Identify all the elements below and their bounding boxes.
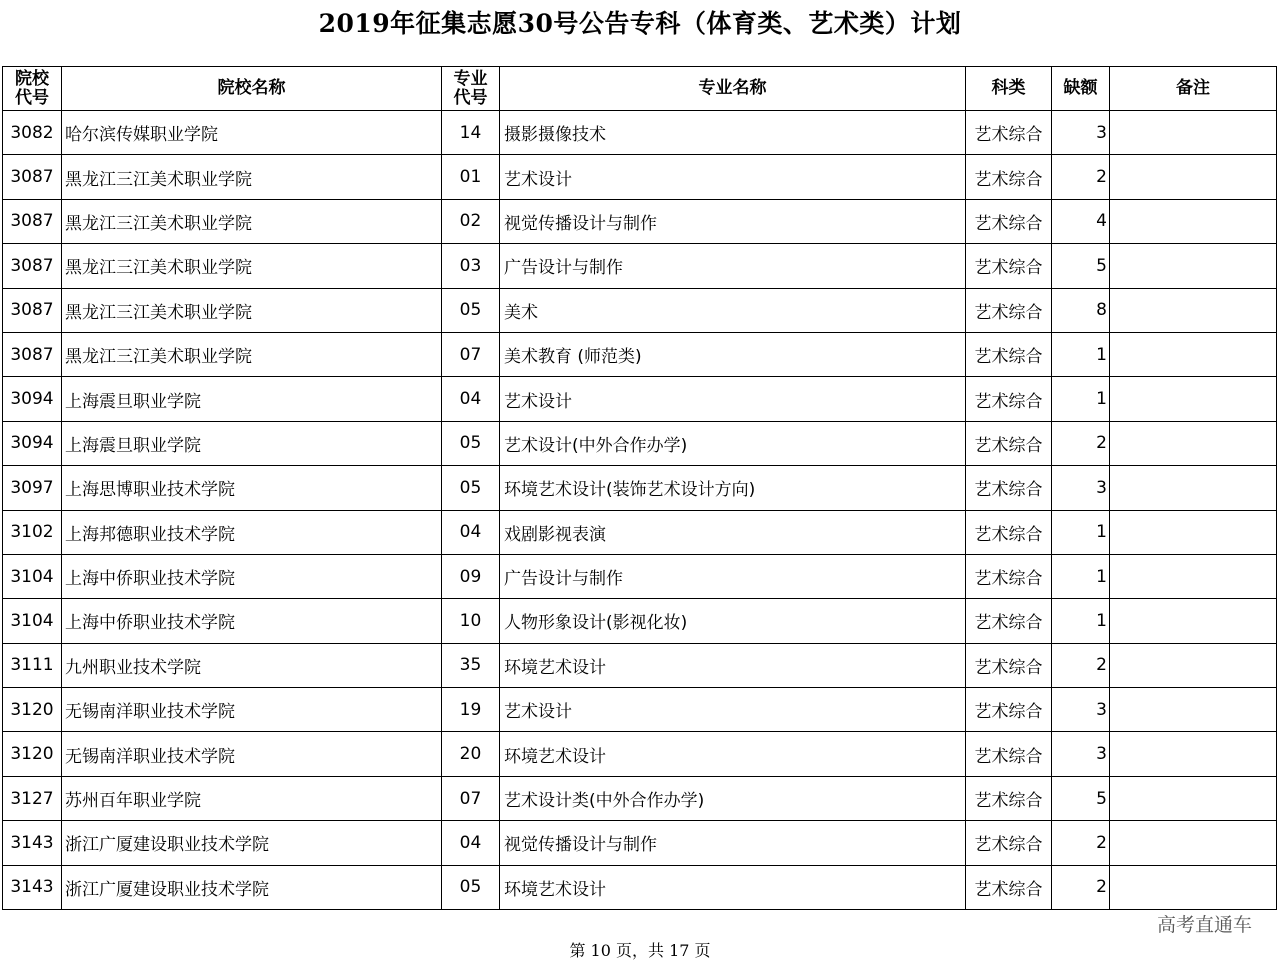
cell-school-code: 3127 [3,776,62,820]
cell-vacancy: 2 [1052,643,1110,687]
cell-school-code: 3111 [3,643,62,687]
cell-school-name: 上海中侨职业技术学院 [62,599,442,643]
table-row [3,466,1277,510]
cell-major-name: 戏剧影视表演 [500,510,966,554]
cell-category: 艺术综合 [966,332,1052,376]
cell-school-code: 3087 [3,244,62,288]
table-row [3,111,1277,155]
table-row [3,688,1277,732]
table-row [3,554,1277,598]
cell-category: 艺术综合 [966,599,1052,643]
cell-remarks [1110,199,1277,243]
cell-remarks [1110,599,1277,643]
cell-school-code: 3143 [3,865,62,909]
cell-category: 艺术综合 [966,554,1052,598]
cell-vacancy: 2 [1052,421,1110,465]
cell-major-code: 05 [442,421,500,465]
cell-major-name: 人物形象设计(影视化妆) [500,599,966,643]
cell-remarks [1110,821,1277,865]
cell-school-name: 苏州百年职业学院 [62,776,442,820]
cell-remarks [1110,466,1277,510]
header-vacancy: 缺额 [1052,67,1110,111]
page-footer: 第 10 页，共 17 页 [569,941,711,960]
cell-major-code: 03 [442,244,500,288]
cell-remarks [1110,288,1277,332]
cell-remarks [1110,643,1277,687]
cell-vacancy: 1 [1052,510,1110,554]
cell-major-code: 05 [442,865,500,909]
cell-vacancy: 3 [1052,466,1110,510]
cell-major-name: 环境艺术设计 [500,732,966,776]
cell-school-name: 黑龙江三江美术职业学院 [62,199,442,243]
cell-vacancy: 1 [1052,599,1110,643]
cell-remarks [1110,554,1277,598]
cell-remarks [1110,332,1277,376]
cell-major-code: 04 [442,377,500,421]
cell-major-code: 01 [442,155,500,199]
cell-school-name: 上海震旦职业学院 [62,421,442,465]
cell-major-name: 美术 [500,288,966,332]
cell-vacancy: 3 [1052,688,1110,732]
cell-major-code: 04 [442,821,500,865]
cell-remarks [1110,865,1277,909]
cell-remarks [1110,732,1277,776]
table-row [3,821,1277,865]
cell-school-name: 上海思博职业技术学院 [62,466,442,510]
cell-school-name: 黑龙江三江美术职业学院 [62,155,442,199]
cell-school-code: 3094 [3,377,62,421]
cell-major-name: 摄影摄像技术 [500,111,966,155]
cell-remarks [1110,421,1277,465]
cell-category: 艺术综合 [966,865,1052,909]
cell-school-name: 上海邦德职业技术学院 [62,510,442,554]
cell-vacancy: 4 [1052,199,1110,243]
table-row [3,199,1277,243]
cell-category: 艺术综合 [966,377,1052,421]
cell-vacancy: 2 [1052,865,1110,909]
cell-school-code: 3087 [3,155,62,199]
cell-category: 艺术综合 [966,421,1052,465]
cell-major-name: 艺术设计 [500,688,966,732]
cell-school-code: 3094 [3,421,62,465]
cell-school-code: 3102 [3,510,62,554]
table-row [3,732,1277,776]
cell-school-code: 3087 [3,288,62,332]
cell-category: 艺术综合 [966,466,1052,510]
cell-school-name: 黑龙江三江美术职业学院 [62,288,442,332]
cell-school-code: 3104 [3,554,62,598]
cell-school-name: 无锡南洋职业技术学院 [62,732,442,776]
cell-major-code: 10 [442,599,500,643]
cell-vacancy: 3 [1052,732,1110,776]
cell-school-code: 3143 [3,821,62,865]
table-row [3,776,1277,820]
cell-school-code: 3104 [3,599,62,643]
header-major-name: 专业名称 [500,67,966,111]
cell-vacancy: 8 [1052,288,1110,332]
cell-major-code: 20 [442,732,500,776]
table-row [3,244,1277,288]
table-row [3,421,1277,465]
cell-major-code: 35 [442,643,500,687]
cell-school-name: 哈尔滨传媒职业学院 [62,111,442,155]
cell-major-name: 艺术设计 [500,377,966,421]
cell-major-code: 02 [442,199,500,243]
cell-major-code: 14 [442,111,500,155]
cell-category: 艺术综合 [966,155,1052,199]
cell-major-name: 视觉传播设计与制作 [500,821,966,865]
table-row [3,288,1277,332]
cell-category: 艺术综合 [966,643,1052,687]
watermark-text: 高考直通车 [1156,914,1252,936]
cell-major-code: 04 [442,510,500,554]
cell-remarks [1110,111,1277,155]
table-row [3,377,1277,421]
table-row [3,332,1277,376]
table-row [3,643,1277,687]
cell-school-name: 黑龙江三江美术职业学院 [62,332,442,376]
cell-vacancy: 1 [1052,554,1110,598]
cell-vacancy: 2 [1052,155,1110,199]
cell-remarks [1110,510,1277,554]
cell-major-name: 视觉传播设计与制作 [500,199,966,243]
cell-category: 艺术综合 [966,244,1052,288]
table-header-row [3,67,1277,111]
cell-major-name: 艺术设计类(中外合作办学) [500,776,966,820]
header-major-code: 专业 代号 [442,67,500,111]
cell-major-code: 09 [442,554,500,598]
table-row [3,599,1277,643]
table-row [3,510,1277,554]
cell-vacancy: 1 [1052,377,1110,421]
cell-vacancy: 1 [1052,332,1110,376]
enrollment-plan-table [2,66,1277,910]
cell-remarks [1110,377,1277,421]
cell-category: 艺术综合 [966,199,1052,243]
cell-category: 艺术综合 [966,288,1052,332]
cell-major-name: 环境艺术设计 [500,643,966,687]
cell-major-name: 环境艺术设计(装饰艺术设计方向) [500,466,966,510]
cell-school-name: 浙江广厦建设职业技术学院 [62,865,442,909]
cell-school-name: 九州职业技术学院 [62,643,442,687]
cell-school-name: 浙江广厦建设职业技术学院 [62,821,442,865]
cell-school-name: 上海中侨职业技术学院 [62,554,442,598]
table-row [3,155,1277,199]
cell-category: 艺术综合 [966,821,1052,865]
cell-vacancy: 5 [1052,244,1110,288]
table-row [3,865,1277,909]
page-title: 2019年征集志愿30号公告专科（体育类、艺术类）计划 [318,9,962,38]
cell-remarks [1110,776,1277,820]
cell-school-code: 3082 [3,111,62,155]
cell-major-name: 美术教育 (师范类) [500,332,966,376]
header-category: 科类 [966,67,1052,111]
cell-major-code: 07 [442,776,500,820]
header-school-name: 院校名称 [62,67,442,111]
cell-vacancy: 5 [1052,776,1110,820]
cell-remarks [1110,688,1277,732]
cell-major-code: 05 [442,288,500,332]
cell-category: 艺术综合 [966,688,1052,732]
cell-major-code: 07 [442,332,500,376]
cell-category: 艺术综合 [966,776,1052,820]
header-school-code: 院校 代号 [3,67,62,111]
cell-school-code: 3097 [3,466,62,510]
cell-school-code: 3120 [3,688,62,732]
cell-major-name: 广告设计与制作 [500,244,966,288]
cell-school-code: 3120 [3,732,62,776]
cell-school-name: 无锡南洋职业技术学院 [62,688,442,732]
cell-school-name: 上海震旦职业学院 [62,377,442,421]
header-remarks: 备注 [1110,67,1277,111]
cell-school-code: 3087 [3,332,62,376]
cell-major-name: 艺术设计(中外合作办学) [500,421,966,465]
cell-category: 艺术综合 [966,732,1052,776]
cell-category: 艺术综合 [966,510,1052,554]
cell-school-code: 3087 [3,199,62,243]
cell-remarks [1110,244,1277,288]
cell-major-name: 环境艺术设计 [500,865,966,909]
cell-major-code: 05 [442,466,500,510]
cell-remarks [1110,155,1277,199]
cell-major-name: 艺术设计 [500,155,966,199]
cell-vacancy: 2 [1052,821,1110,865]
cell-vacancy: 3 [1052,111,1110,155]
cell-category: 艺术综合 [966,111,1052,155]
cell-major-name: 广告设计与制作 [500,554,966,598]
cell-school-name: 黑龙江三江美术职业学院 [62,244,442,288]
cell-major-code: 19 [442,688,500,732]
